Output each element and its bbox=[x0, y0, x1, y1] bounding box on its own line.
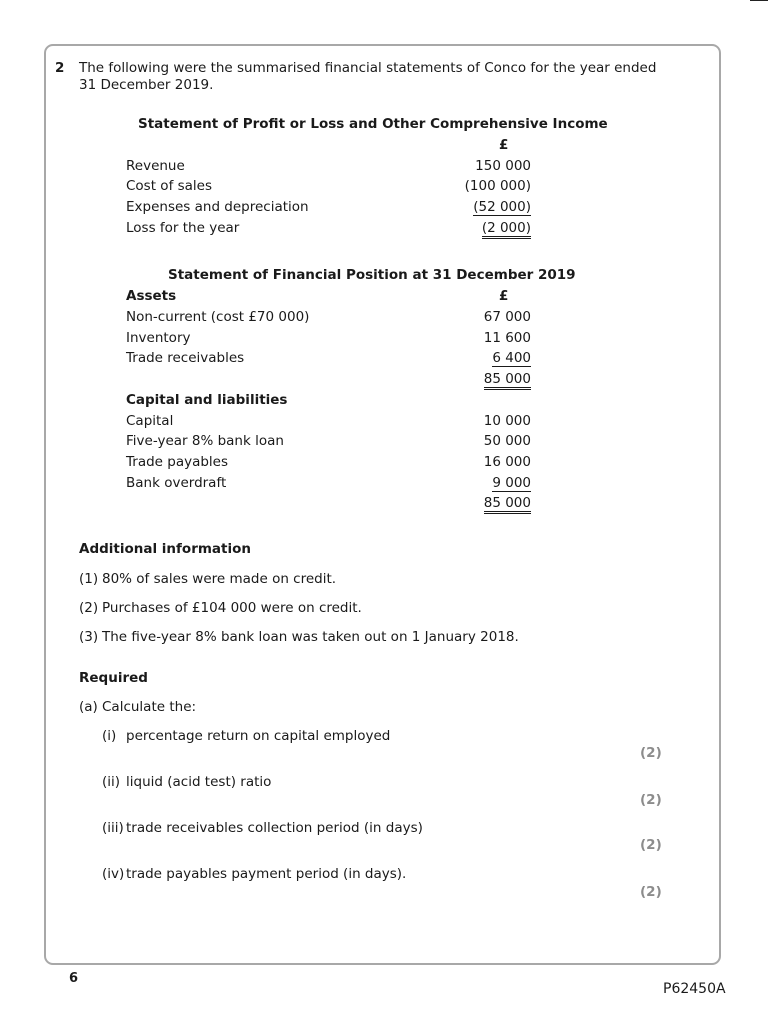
income-row-label: Revenue bbox=[126, 158, 185, 174]
info-item-number: (2) bbox=[79, 600, 99, 616]
subpart-number: (iv) bbox=[102, 866, 125, 882]
info-item-number: (1) bbox=[79, 571, 99, 587]
subpart-text: percentage return on capital employed bbox=[126, 728, 391, 744]
income-row-value bbox=[440, 199, 531, 215]
income-statement-title: Statement of Profit or Loss and Other Comprehensive Income bbox=[138, 116, 608, 132]
info-item-text: 80% of sales were made on credit. bbox=[102, 571, 337, 587]
income-row-label: Loss for the year bbox=[126, 220, 240, 236]
corner-mark bbox=[750, 0, 768, 1]
income-row-value: 150 000 bbox=[475, 158, 531, 174]
asset-row-value bbox=[440, 350, 531, 366]
liability-row-value: 50 000 bbox=[483, 433, 531, 449]
part-label: (a) bbox=[79, 699, 98, 715]
liability-row-value bbox=[440, 475, 531, 491]
required-heading: Required bbox=[79, 670, 148, 686]
liabilities-total-text: 85 000 bbox=[484, 495, 531, 514]
financial-position-title: Statement of Financial Position at 31 December 2019 bbox=[168, 267, 576, 283]
assets-total bbox=[440, 371, 531, 387]
liability-row-value: 10 000 bbox=[483, 413, 531, 429]
marks-label: (2) bbox=[640, 792, 662, 808]
subpart-text: trade payables payment period (in days). bbox=[126, 866, 407, 882]
subpart-text: trade receivables collection period (in days) bbox=[126, 820, 423, 836]
asset-row-value-text: 6 400 bbox=[492, 350, 531, 366]
question-intro-line-1: The following were the summarised financial statements of Conco for the year ended bbox=[79, 60, 657, 76]
income-row-label: Cost of sales bbox=[126, 178, 213, 194]
liability-row-label: Trade payables bbox=[126, 454, 229, 470]
subpart-number: (ii) bbox=[102, 774, 121, 790]
assets-total-text: 85 000 bbox=[484, 371, 531, 390]
income-row-value-text: (2 000) bbox=[482, 220, 531, 239]
subpart-number: (i) bbox=[102, 728, 117, 744]
info-item-number: (3) bbox=[79, 629, 99, 645]
paper-code: P62450A bbox=[663, 981, 726, 997]
question-intro-line-2: 31 December 2019. bbox=[79, 77, 214, 93]
info-item-text: The five-year 8% bank loan was taken out on 1 January 2018. bbox=[102, 629, 519, 645]
liability-row-label: Five-year 8% bank loan bbox=[126, 433, 284, 449]
asset-row-label: Non-current (cost £70 000) bbox=[126, 309, 310, 325]
liability-row-value: 16 000 bbox=[483, 454, 531, 470]
asset-row-value: 11 600 bbox=[483, 330, 531, 346]
marks-label: (2) bbox=[640, 837, 662, 853]
asset-row-label: Inventory bbox=[126, 330, 191, 346]
additional-info-heading: Additional information bbox=[79, 541, 251, 557]
income-row-value-text: (52 000) bbox=[473, 199, 531, 215]
income-row-value bbox=[440, 220, 531, 236]
marks-label: (2) bbox=[640, 745, 662, 761]
liabilities-heading: Capital and liabilities bbox=[126, 392, 288, 408]
liability-row-label: Bank overdraft bbox=[126, 475, 227, 491]
income-currency-symbol: £ bbox=[499, 137, 509, 153]
position-currency-symbol: £ bbox=[499, 288, 509, 304]
marks-label: (2) bbox=[640, 884, 662, 900]
part-text: Calculate the: bbox=[102, 699, 197, 715]
assets-heading: Assets bbox=[126, 288, 177, 304]
info-item-text: Purchases of £104 000 were on credit. bbox=[102, 600, 362, 616]
subpart-text: liquid (acid test) ratio bbox=[126, 774, 272, 790]
asset-row-value: 67 000 bbox=[483, 309, 531, 325]
page-number: 6 bbox=[69, 971, 79, 986]
liabilities-total bbox=[440, 495, 531, 511]
asset-row-label: Trade receivables bbox=[126, 350, 245, 366]
liability-row-value-text: 9 000 bbox=[492, 475, 531, 491]
income-row-label: Expenses and depreciation bbox=[126, 199, 309, 215]
subpart-number: (iii) bbox=[102, 820, 124, 836]
income-row-value: (100 000) bbox=[464, 178, 531, 194]
question-number: 2 bbox=[55, 60, 65, 76]
liability-row-label: Capital bbox=[126, 413, 174, 429]
